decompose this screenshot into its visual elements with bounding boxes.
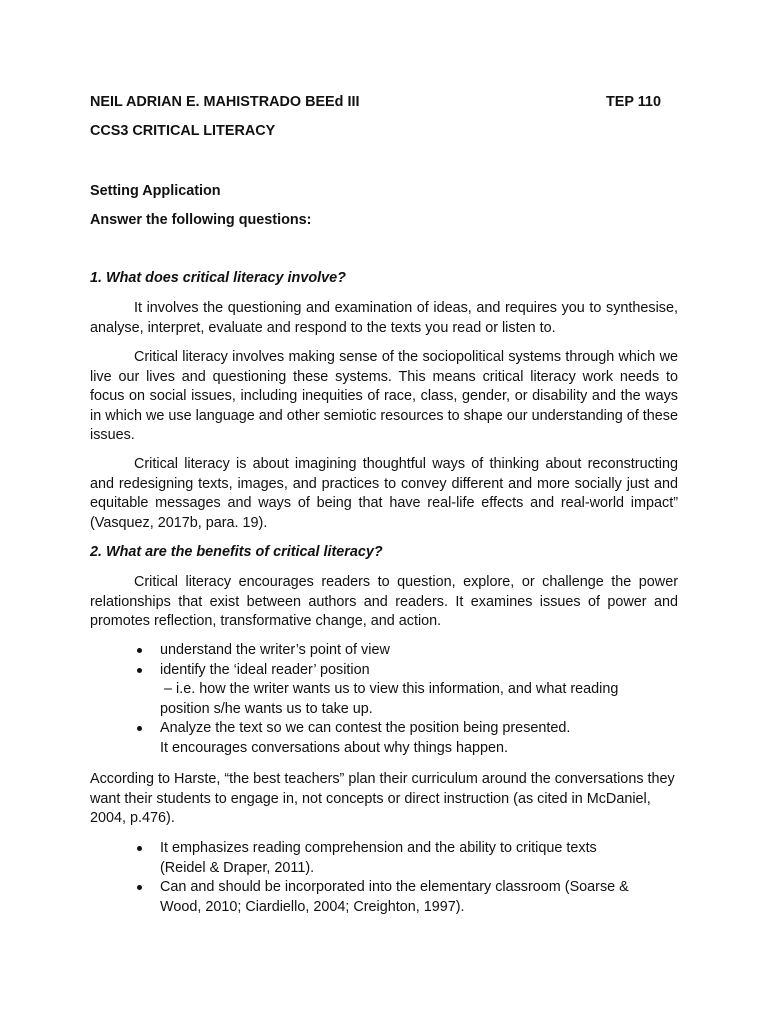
list-item-line: It emphasizes reading comprehension and the ability to critique texts (160, 840, 597, 856)
bullet-icon (137, 726, 142, 731)
bullet-icon (137, 668, 142, 673)
section-title: Setting Application (90, 183, 221, 199)
q2-intro-paragraph: Critical literacy encourages readers to question, explore, or challenge the power relationships that exist between authors and readers. It examines issues of power and promotes reflection, transformative change, and action. (90, 574, 678, 629)
q1-paragraph-1: It involves the questioning and examination of ideas, and requires you to synthesise, analyse, interpret, evaluate and respond to the texts you read or listen to. (90, 300, 678, 336)
list-item-line: position s/he wants us to take up. (160, 700, 373, 717)
bullet-icon (137, 846, 142, 851)
q1-paragraph-3: Critical literacy is about imagining thoughtful ways of thinking about reconstructing and redesigning texts, images, and practices to convey different and more socially just and equitable messages and ways of being that have real-life effects and real-world impact” (Vasquez, 2017b, para. 19). (90, 456, 678, 531)
list-item-line: Can and should be incorporated into the elementary classroom (Soarse & (160, 879, 629, 895)
course-code: TEP 110 (606, 94, 661, 110)
list-item (160, 719, 680, 758)
q1-paragraph-2: Critical literacy involves making sense of the sociopolitical systems through which we live our lives and questioning these systems. This means critical literacy work needs to focus on social issues, including inequities of race, class, gender, or disability and the ways in which we use language and other semiotic resources to shape our understanding of these issues. (90, 349, 678, 443)
list-item (160, 839, 680, 878)
list-item-line: understand the writer’s point of view (160, 642, 390, 658)
question-2: 2. What are the benefits of critical literacy? (90, 544, 383, 560)
list-item-line: identify the ‘ideal reader’ position (160, 661, 370, 678)
benefits-list-a (160, 641, 680, 758)
author-line: NEIL ADRIAN E. MAHISTRADO BEEd III (90, 94, 360, 110)
question-1: 1. What does critical literacy involve? (90, 270, 346, 286)
list-item-line: – i.e. how the writer wants us to view this information, and what reading (164, 681, 619, 697)
benefits-list-b (160, 839, 680, 917)
bullet-icon (137, 885, 142, 890)
list-item-line: Analyze the text so we can contest the position being presented. (160, 720, 571, 736)
harste-paragraph: According to Harste, “the best teachers” plan their curriculum around the conversations they want their students to engage in, not concepts or direct instruction (as cited in McDaniel, 2004, p.476). (90, 771, 675, 826)
bullet-icon (137, 648, 142, 653)
list-item (160, 661, 680, 720)
section-instruction: Answer the following questions: (90, 212, 312, 228)
subject-title: CCS3 CRITICAL LITERACY (90, 123, 276, 139)
list-item-line: Wood, 2010; Ciardiello, 2004; Creighton, 1997). (160, 898, 465, 915)
list-item (160, 641, 680, 661)
list-item-line: It encourages conversations about why things happen. (160, 739, 509, 756)
list-item (160, 878, 680, 917)
list-item-line: (Reidel & Draper, 2011). (160, 859, 315, 876)
